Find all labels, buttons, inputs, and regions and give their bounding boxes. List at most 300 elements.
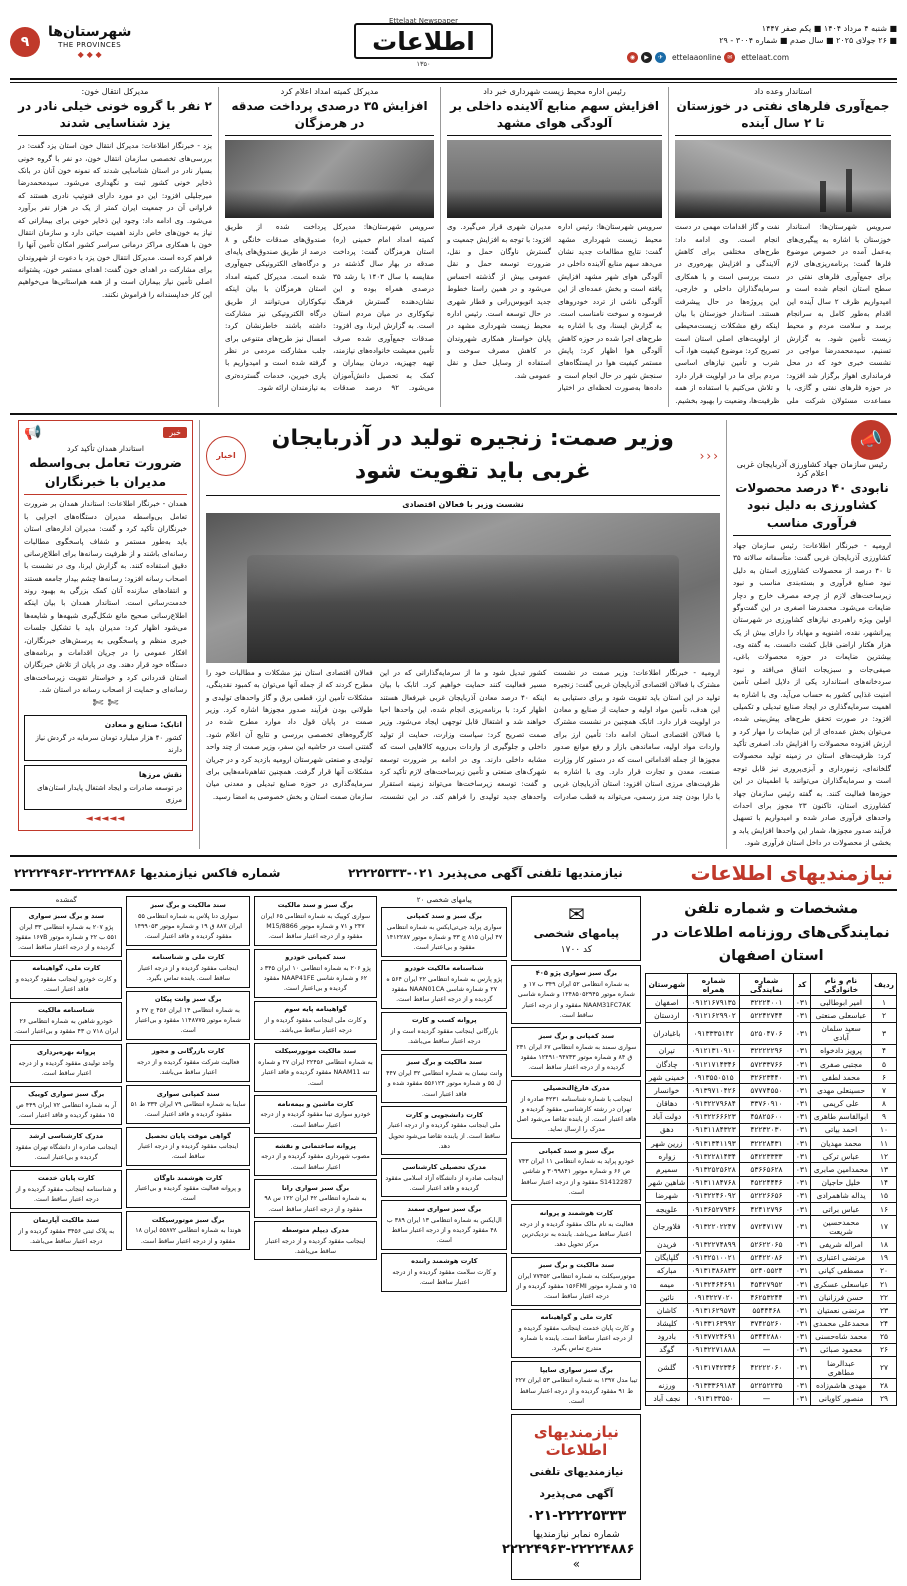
table-cell: ۰۹۱۳۲۲۴۶۰۹۲ — [688, 1189, 740, 1202]
ad-title: برگ سبز سواری کوییک — [28, 1090, 105, 1099]
feature-badge-group — [733, 420, 891, 460]
table-cell: عباسعلی عسکری — [811, 1277, 872, 1290]
table-cell: ۶ — [872, 1071, 897, 1084]
ad-body: سواری دنا پلاس به شماره انتظامی ۵۵ ایران ۸۸۷ ق ۱۹ و شماره موتور ۱۴۹۹۰۵۳ مفقود گردیده و فاقد اعتبار است. — [134, 912, 243, 940]
ad-title: پروانه کسب و کارت — [411, 1016, 477, 1025]
article-headline: افزایش سهم منابع آلاینده داخلی بر آلودگی هوای مشهد — [450, 98, 659, 130]
ad-body: خودرو سواری تیبا مفقود گردیده و از درجه اعتبار ساقط است. — [260, 1111, 371, 1129]
table-cell: ۰۳۱ — [793, 1084, 810, 1097]
table-cell: محمد شاه‌حسنی — [811, 1330, 872, 1343]
promo-brand: نیازمندیهای اطلاعات — [533, 1423, 619, 1460]
feature-headline: وزیر صمت: زنجیره تولید در آذربایجان غربی باید تقویت شود — [271, 425, 674, 484]
sidebar-note-2 — [24, 765, 187, 811]
table-row — [646, 1264, 897, 1277]
table-header-row — [646, 974, 897, 996]
table-cell: ۰۳۱ — [793, 1264, 810, 1277]
table-cell: ۰۳۱ — [793, 1009, 810, 1022]
promo-line-2: آگهی می‌پذیرد — [539, 1488, 614, 1501]
col-header-agency-phone: شماره نمایندگی — [739, 974, 793, 996]
article-body: سرویس شهرستان‌ها: استاندار خوزستان با اشاره به پیگیری‌های به‌عمل آمده در خصوص موضوع فلرها گفت: برنامه‌ریزی‌های لازم برای جمع‌آوری فلرهای نفتی در سطح استان انجام شده است و امیدواریم ظرف ۲ سال آینده این اقدام به‌طور کامل به سرانجام برسد و سلامت مردم و محیط زیست تأمین شود. به گزارش تسنیم، سیدمحمدرضا مواجی در نشست خبری خود که در محل فرمانداری اهواز برگزار شد افزود: در حوزه فلرهای نفتی و گازی، با مساعدت مسئولان شرکت ملی نفت و گاز اقدامات مهمی در دست انجام است. وی ادامه داد: طرح‌های مختلفی برای کاهش آلایندگی و افزایش بهره‌وری در دست بررسی است و با همکاری سرمایه‌گذاران داخلی و خارجی، این پروژه‌ها در حال پیشرفت هستند. استاندار خوزستان با بیان اینکه رفع مشکلات زیست‌محیطی از اولویت‌های اصلی استان است تصریح کرد: موضوع کیفیت هوا، آب شرب و تأمین نیازهای اساسی مردم برای ما در اولویت قرار دارد و تلاش می‌کنیم با استفاده از همه ظرفیت‌ها، وضعیت را بهبود بخشیم. — [675, 222, 892, 405]
classified-ads-column-4 — [126, 896, 249, 1580]
table-cell: سعید سلمان آبادی — [811, 1022, 872, 1044]
table-cell: ۰۳۱ — [793, 1291, 810, 1304]
table-cell: ۰۹۱۳۳۳۵۱۴۲ — [688, 1022, 740, 1044]
table-cell: ۰۹۱۳۲۲۷۱۸۸۸ — [688, 1343, 740, 1356]
promo-phone: ۰۲۱-۲۲۲۲۵۳۳۳ — [526, 1507, 627, 1524]
promo-line-1: نیازمندیهای تلفنی — [529, 1466, 624, 1479]
ad-title: مدرک تحصیلی کارشناسی — [402, 1162, 487, 1171]
table-cell: دولت آباد — [646, 1110, 688, 1123]
news-badge: خبر — [163, 427, 187, 438]
table-cell: کلیشاد — [646, 1317, 688, 1330]
table-cell: ۵۲۴۲۲۰۸۶ — [739, 1251, 793, 1264]
article-headline: ضرورت تعامل بی‌واسطه مدیران با خبرنگاران — [29, 454, 182, 489]
classified-ad — [126, 991, 249, 1040]
ad-body: اینجانب با شماره شناسنامه ۴۲۳۱ صادره از تهران در رشته کارشناسی مفقود گردیده و فاقد اعتبار است. از یابنده تقاضا می‌شود اصل مدرک را ارسال نماید. — [516, 1095, 637, 1134]
column-subtitle: گمشده — [55, 896, 77, 905]
article-rule — [225, 135, 434, 136]
ad-title: برگ سبز سواری سایپا — [539, 1365, 613, 1374]
table-cell: ۰۹۱۳۷۷۲۴۶۹۱ — [688, 1330, 740, 1343]
table-row — [646, 1343, 897, 1356]
masthead-rule-thin — [10, 82, 897, 83]
table-cell: ۱۸ — [872, 1238, 897, 1251]
table-cell: چادگان — [646, 1057, 688, 1070]
table-cell: ۵۵۴۴۴۶۸ — [739, 1304, 793, 1317]
table-cell: ۰۳۱ — [793, 1379, 810, 1392]
table-cell: ۱۴ — [872, 1176, 897, 1189]
ad-body: به پلاک ثبتی ۳۴۵۶ مفقود گردیده و از درجه اعتبار ساقط می‌باشد. — [18, 1228, 115, 1246]
classified-ad — [511, 1257, 641, 1306]
logo-crown-text: Ettelaat Newspaper — [389, 16, 458, 25]
table-cell: ۰۳۱ — [793, 1057, 810, 1070]
table-row — [646, 1317, 897, 1330]
classified-ad — [254, 1179, 377, 1218]
promo-fax-label: شماره نمابر نیازمندیها — [533, 1528, 620, 1540]
ad-body: خودرو شاهین به شماره انتظامی ۲۶ ایران ۷۱۸ ن ۴۳ مفقود و بی‌اعتبار است. — [14, 1017, 119, 1036]
table-cell: محمدعلی محمدی — [811, 1317, 872, 1330]
masthead-logo — [220, 17, 627, 68]
table-cell: ۰۹۱۳۱۱۸۴۷۶۸ — [688, 1176, 740, 1189]
ad-title: کارت پایان خدمت — [37, 1174, 95, 1183]
ad-title: گواهی موقت پایان تحصیل — [145, 1131, 231, 1140]
table-cell: ابوالقاسم طاهری — [811, 1110, 872, 1123]
table-cell: مصطفی کیانی — [811, 1264, 872, 1277]
table-cell: فلاورجان — [646, 1216, 688, 1238]
table-cell: ۰۳۱ — [793, 1304, 810, 1317]
table-cell: ۰۹۱۲۱۳۱۰۹۱۰ — [688, 1044, 740, 1057]
article-rule — [733, 535, 891, 536]
news-article-4 — [12, 87, 219, 407]
telegram-icon[interactable]: ✈ — [655, 52, 666, 63]
table-cell: ۴۲۴۱۲۷۹۶ — [739, 1203, 793, 1216]
table-cell: ۰۹۱۳۳۱۶۳۹۹۲ — [688, 1317, 740, 1330]
table-cell: مجتبی صفری — [811, 1057, 872, 1070]
article-rule — [447, 135, 662, 136]
classified-ad — [511, 1204, 641, 1253]
ad-title: شناسنامه مالکیت خودرو — [404, 964, 484, 973]
table-cell: ۰۳۱ — [793, 1392, 810, 1405]
table-cell: ۱۵ — [872, 1189, 897, 1202]
article-kicker: مدیرکل کمیته امداد اعلام کرد — [280, 86, 379, 96]
ad-body: پژو ۲۰۷ به شماره انتظامی ۳۳ ایران ۵۵۱ ب ۲۲ و شماره موتور ۱۶۷B مفقود گردیده و از درجه اعتبار ساقط است. — [15, 923, 118, 951]
table-cell: ۰۹۱۳۲۴۶۴۶۹۱ — [688, 1277, 740, 1290]
table-cell: میمه — [646, 1277, 688, 1290]
promo-fax: ۲۲۲۲۴۹۶۳-۲۲۲۲۴۸۸۶ — [502, 1541, 635, 1557]
table-cell: باغبادران — [646, 1022, 688, 1044]
classified-ad — [254, 1137, 377, 1176]
article-body: همدان - خبرنگار اطلاعات: استاندار همدان بر ضرورت تعامل بی‌واسطه مدیران دستگاه‌های اجرایی با خبرنگاران تأکید کرد و گفت: مدیران اداره‌های استان باید به‌طور مستمر و شفاف پاسخگوی مطالبات رسانه‌ای باشند و از ظرفیت رسانه‌ها برای اطلاع‌رسانی دقیق استفاده کنند. به گزارش ایرنا، وی در نشست با اصحاب رسانه افزود: رسانه‌ها چشم بیدار جامعه هستند و انتقادهای سازنده آنان کمک بزرگی به بهبود روند خدمت‌رسانی است. استاندار همدان با بیان اینکه اطلاع‌رسانی صحیح مانع شکل‌گیری شبهه‌ها و شایعه‌ها می‌شود اظهار کرد: مدیران باید با تشکیل جلسات خبری منظم و پاسخگویی به پرسش‌های خبرنگاران، افکار عمومی را در جریان اقدامات و برنامه‌های دستگاه خود قرار دهند. وی در پایان از تلاش خبرنگاران استان قدردانی کرد و خواستار تقویت زیرساخت‌های رسانه‌ای و حمایت از اصحاب رسانه در استان شد. — [24, 499, 187, 695]
ad-title: کارت دانشجویی و کارت — [405, 1110, 483, 1119]
article-photo — [675, 140, 891, 218]
table-cell: نائین — [646, 1291, 688, 1304]
table-cell: ۰۳۱ — [793, 1357, 810, 1379]
table-cell: محمدحسین شریعت — [811, 1216, 872, 1238]
ad-body: وانت نیسان به شماره انتظامی ۳۲ ایران ۴۴۷ ل ۵۵ و شماره موتور ۵۵۶۱۲۴ مفقود شده و فاقد اعتبار است. — [386, 1070, 503, 1098]
table-cell: ۲۴ — [872, 1317, 897, 1330]
ad-title: برگ سبز وانت پیکان — [154, 995, 222, 1004]
social-links[interactable] — [627, 52, 897, 64]
classified-ad — [511, 1142, 641, 1201]
logo-subtitle: ۱۳۵۰ — [416, 59, 431, 68]
table-cell: ۰۹۱۳۲۲۷۹۶۸۴ — [688, 1097, 740, 1110]
classified-ad — [126, 949, 249, 988]
table-cell: ۳۲۲۲۸۴۳۱ — [739, 1137, 793, 1150]
table-cell: حسن فرزانیان — [811, 1291, 872, 1304]
table-cell: ۰۳۱ — [793, 1277, 810, 1290]
table-cell: کاشان — [646, 1304, 688, 1317]
table-row — [646, 1163, 897, 1176]
ad-body: ملی اینجانب مفقود گردیده و از درجه اعتبار ساقط است. از یابنده تقاضا می‌شود تحویل دهد. — [387, 1122, 501, 1150]
ad-title: برگ سبز سواری سمند — [407, 1204, 482, 1213]
table-cell: ۴ — [872, 1044, 897, 1057]
article-rule — [18, 135, 212, 136]
col-header-name: نام و نام خانوادگی — [811, 974, 872, 996]
ad-body: سواری سمند به شماره انتظامی ۶۷ ایران ۲۳۱ ق ۸۴ و شماره موتور ۱۲۴۹۱۰۹۴۷۳۳ مفقود گردیده و از درجه اعتبار ساقط است. — [516, 1043, 637, 1071]
ad-body: اینجانب مفقود گردیده و از درجه اعتبار ساقط است. — [138, 1143, 239, 1161]
table-row — [646, 1071, 897, 1084]
table-cell: ۳۲۲۲۲۲۹۶ — [739, 1044, 793, 1057]
table-cell: خوانسار — [646, 1084, 688, 1097]
note-text: در توسعه صادرات و ایجاد اشتغال پایدار استان‌های مرزی — [37, 783, 182, 804]
table-cell: ۰۹۱۳۲۲۰۲۲۴۷ — [688, 1216, 740, 1238]
news-article-2 — [441, 87, 669, 407]
table-cell: ۰۹۱۳۲۲۷۴۸۹۹ — [688, 1238, 740, 1251]
youtube-icon[interactable]: ▶ — [641, 52, 652, 63]
table-cell: ۰۹۱۳۳۳۶۹۱۸۴ — [688, 1379, 740, 1392]
table-row — [646, 1009, 897, 1022]
classified-ad — [126, 1085, 249, 1124]
ad-body: ال‌ایکس به شماره انتظامی ۱۳ ایران ۳۸۹ ب ۴۸ مفقود گردیده و از درجه اعتبار ساقط است. — [386, 1216, 502, 1245]
table-cell: ۳ — [872, 1022, 897, 1044]
ad-body: به شماره انتظامی ۲۲۴۵۶ ایران ۲۷ و شماره تنه NAAM11 مفقود گردیده و فاقد اعتبار است. — [258, 1059, 373, 1087]
ad-title: برگ سبز و سند کمپانی — [406, 911, 482, 920]
agents-panel — [645, 896, 897, 1580]
col-header-row-number: ردیف — [872, 974, 897, 996]
news-badge: اخبار — [206, 436, 246, 476]
ad-title: کارت ملی، گواهینامه — [32, 964, 101, 973]
feature-left-article — [727, 420, 897, 850]
personal-messages-code: کد ۱۷۰۰ — [560, 944, 593, 955]
table-cell: خلیل حاجیان — [811, 1176, 872, 1189]
table-cell: ۵۲۶۲۲۰۶۵ — [739, 1238, 793, 1251]
classifieds-promo — [502, 1414, 641, 1580]
ad-title: مدرک کارشناسی ارشد — [29, 1132, 104, 1141]
table-cell: ۳۲۲۲۴۰۰۱ — [739, 996, 793, 1009]
table-cell: امراله شریفی — [811, 1238, 872, 1251]
ad-title: مدرک فارغ‌التحصیلی — [543, 1084, 610, 1093]
note-title: نقش مرزها — [138, 769, 182, 779]
table-cell: — — [739, 1343, 793, 1356]
table-cell: گلشن — [646, 1357, 688, 1379]
ad-title: شناسنامه مالکیت — [38, 1006, 95, 1015]
table-row — [646, 1123, 897, 1136]
table-cell: محمدامین صابری — [811, 1163, 872, 1176]
table-cell: مرتضی نعمتیان — [811, 1304, 872, 1317]
ad-title: کارت هوشمند و پروانه — [539, 1208, 614, 1217]
table-cell: گوگد — [646, 1343, 688, 1356]
page-number: ۹ — [10, 27, 40, 57]
section-rule — [10, 413, 897, 415]
table-cell: ۱۲ — [872, 1150, 897, 1163]
ad-title: کارت ماشین و بیمه‌نامه — [277, 1099, 354, 1108]
table-cell: امیر ابوطالبی — [811, 996, 872, 1009]
table-cell: ۰۳۱ — [793, 1123, 810, 1136]
ad-title: کارت ملی و شناسنامه — [151, 953, 225, 962]
table-cell: ۵۲۴۰۵۵۲۴ — [739, 1264, 793, 1277]
table-cell: احمد بیاتی — [811, 1123, 872, 1136]
table-cell: ۰۹۱۳۱۶۲۹۵۷۴ — [688, 1304, 740, 1317]
table-cell: ۵۳۴۴۲۸۸۰ — [739, 1330, 793, 1343]
table-cell: اردستان — [646, 1009, 688, 1022]
table-cell: ۵۳۶۶۵۶۲۸ — [739, 1163, 793, 1176]
table-cell: مهدی هاشم‌زاده — [811, 1379, 872, 1392]
table-cell: ۰۳۱ — [793, 1189, 810, 1202]
ad-body: اینجانب صادره از دانشگاه آزاد اسلامی مفقود گردیده و فاقد اعتبار است. — [385, 1174, 504, 1192]
table-cell: ۴۶۲۵۳۲۴۴ — [739, 1291, 793, 1304]
table-cell: ۲۳ — [872, 1304, 897, 1317]
ad-body: پژو ۲۰۶ به شماره انتظامی ۱۰ ایران ۳۴۵ د ۶۲ و شماره شاسی NAAP41FE مفقود گردیده و بی‌اعتبار است. — [259, 964, 371, 993]
table-row — [646, 1392, 897, 1405]
classified-ad — [10, 960, 122, 999]
instagram-icon[interactable]: ◉ — [627, 52, 638, 63]
social-handle-2[interactable]: ettelaat.com — [741, 52, 789, 62]
table-cell: ۰۳۱ — [793, 1203, 810, 1216]
masthead — [10, 8, 897, 76]
table-cell: ۵۴۲۲۳۳۳۳ — [739, 1150, 793, 1163]
table-cell: — — [739, 1392, 793, 1405]
table-cell: ۴۲۲۲۲۰۶۰ — [739, 1357, 793, 1379]
table-row — [646, 1022, 897, 1044]
table-cell: ۱۱ — [872, 1137, 897, 1150]
social-handle-1[interactable]: ettelaaonline — [672, 52, 722, 62]
classified-ad — [381, 1106, 507, 1155]
col-header-city: شهرستان — [646, 974, 688, 996]
section-divider-icon: ◆ ◆ ◆ — [77, 50, 102, 60]
table-cell: ۰۳۱ — [793, 1176, 810, 1189]
ad-body: اینجانب مفقود گردیده و از درجه اعتبار ساقط می‌باشد. — [265, 1237, 366, 1255]
dateline-line-1: ■ شنبه ۴ مرداد ۱۴۰۴ ■ یکم صفر ۱۴۴۷ — [761, 23, 897, 33]
table-cell: ۰۳۱ — [793, 1163, 810, 1176]
classified-ad — [381, 1158, 507, 1197]
table-cell: مبارکه — [646, 1264, 688, 1277]
table-cell: خمینی شهر — [646, 1071, 688, 1084]
table-cell: یداله شاهمرادی — [811, 1189, 872, 1202]
table-cell: ۸ — [872, 1097, 897, 1110]
ad-title: برگ سبز سواری رانا — [281, 1183, 350, 1192]
table-cell: ۳۲۶۲۳۴۴۰ — [739, 1071, 793, 1084]
table-row — [646, 1097, 897, 1110]
table-cell: ۰۳۱ — [793, 1238, 810, 1251]
article-body: یزد - خبرنگار اطلاعات: مدیرکل انتقال خون استان یزد گفت: در بررسی‌های تخصصی سازمان انتقال خون، دو نفر با گروه خونی بسیار نادر در استان شناسایی شدند که نمونه خون آنان در بانک ذخایر خونی کشور ثبت و نگهداری می‌شود. سیدمحمدرضا میرجلیلی افزود: این دو مورد دارای فنوتیپ نادری هستند که فراوانی آن در جمعیت ایران کمتر از یک در هزار نفر برآورد می‌شود. وی ادامه داد: وجود این ذخایر خونی برای بیمارانی که نیاز به خون‌های خاص دارند اهمیت حیاتی دارد و سازمان انتقال خون با همکاری مراکز درمانی سراسر کشور امکان تأمین آنها را فراهم کرده است. مدیرکل انتقال خون یزد با دعوت از شهروندان برای مشارکت در اهدای خون گفت: اهدای مستمر خون، پشتوانه اصلی تأمین نیاز بیماران است و از همه هم‌استانی‌ها می‌خواهیم این کار خداپسندانه را فراموش نکنند. — [18, 141, 212, 299]
classified-ad — [10, 1086, 122, 1125]
table-cell: ۵۷۲۳۳۷۶۶ — [739, 1057, 793, 1070]
classified-ad — [254, 1001, 377, 1040]
feature-block — [10, 420, 897, 850]
classified-ads-column-5 — [10, 896, 122, 1580]
ad-body: و کارت سلامت مفقود گردیده و از درجه اعتبار ساقط است. — [392, 1268, 497, 1287]
table-cell: ۰۹۱۲۱۷۱۴۳۴۶ — [688, 1057, 740, 1070]
ad-title: برگ سبز و سند کمپانی — [538, 1146, 615, 1155]
ad-title: پروانه ساختمانی و نقشه — [275, 1141, 356, 1150]
megaphone-icon: 📣 — [851, 420, 891, 460]
classified-ad — [254, 949, 377, 998]
table-cell: سمیرم — [646, 1163, 688, 1176]
table-cell: ۰۹۱۳۲۲۶۶۶۲۳ — [688, 1110, 740, 1123]
table-cell: ۵۷۷۷۴۵۵۰ — [739, 1084, 793, 1097]
table-cell: گلپایگان — [646, 1251, 688, 1264]
table-cell: ۱۰ — [872, 1123, 897, 1136]
table-cell: ۵۷۲۴۷۱۷۷ — [739, 1216, 793, 1238]
ad-title: سند مالکیت موتورسیکلت — [274, 1047, 357, 1056]
ad-title: سند مالکیت آپارتمان — [33, 1216, 100, 1225]
classified-ad — [126, 896, 249, 945]
article-body: سرویس شهرستان‌ها: مدیرکل کمیته امداد امام خمینی (ره) استان هرمزگان گفت: پرداخت صدقه در بهار سال گذشته در مقایسه با سال ۱۴۰۳ با رشد ۳۵ درصدی همراه بوده و این نشان‌دهنده گسترش فرهنگ نیکوکاری در میان مردم استان است. به گزارش ایرنا، وی افزود: صدقات جمع‌آوری شده صرف تأمین معیشت خانواده‌های نیازمند، تهیه جهیزیه، درمان بیماران و کمک به تحصیل دانش‌آموزان می‌شود. ۹۲ درصد صدقات پرداخت شده از طریق صندوق‌های صدقات خانگی و ۸ درصد از طریق صندوق‌های پایه‌ای و درگاه‌های الکترونیکی جمع‌آوری شده است. مدیرکل کمیته امداد استان هرمزگان با بیان اینکه نیکوکاران می‌توانند از طریق درگاه الکترونیکی نیز مشارکت داشته باشند خاطرنشان کرد: امسال نیز طرح‌های متنوعی برای جلب مشارکت مردمی در نظر گرفته شده است و امیدواریم با یاری خیرین، خدمات گسترده‌تری به نیازمندان ارائه شود. — [225, 222, 435, 393]
logo-title: اطلاعات — [372, 26, 475, 56]
dateline-line-2: ■ ۲۶ جولای ۲۰۲۵ ■ سال صدم ■ شماره ۳۰۰۴ - ۲۹ — [719, 36, 897, 46]
globe-icon[interactable]: ✉ — [724, 52, 735, 63]
classified-ad — [381, 907, 507, 956]
chevron-left-icon: ‹‹‹ — [699, 448, 720, 463]
table-row — [646, 1277, 897, 1290]
table-cell: ۰۹۱۲۱۶۲۹۹۰۲ — [688, 1009, 740, 1022]
table-cell: ۴۲۲۳۲۰۳۰ — [739, 1123, 793, 1136]
article-body: ارومیه - خبرنگار اطلاعات: رئیس سازمان جهاد کشاورزی آذربایجان غربی گفت: متأسفانه سالانه ۳۵ تا ۴۰ درصد از محصولات کشاورزی استان به دلیل نبود صنایع فرآوری و بسته‌بندی مناسب و نبود زیرساخت‌های لازم از چرخه مصرف خارج و دچار ضایعات می‌شود. محمدرضا اصغری در این گفت‌وگو اولین ویژه راهبردی نیازهای کشاورزی در شهرستان پیرانشهر، نقده، اشنویه و مهاباد را دارای بیش از یک هزار هکتار اراضی قابل کشت دانست. به گفته وی، بیشترین ضایعات در حوزه محصولات باغی، صیفی‌جات و سبزیجات اتفاق می‌افتد و نبود سردخانه‌های استاندارد یکی از دلایل اصلی تأمین امنیت غذایی کشور به حساب می‌آید. وی با اشاره به اهمیت سرمایه‌گذاری در ایجاد صنایع تبدیلی و تکمیلی افزود: در صورت تحقق طرح‌های پیش‌بینی شده، می‌توان بخش عمده‌ای از این ضایعات را مهار کرد و ارزش افزوده محصولات را افزایش داد. اصغری تأکید کرد: ظرفیت‌های استان در زمینه تولید محصولات گلخانه‌ای، زنبورداری و آبزی‌پروری نیز قابل توجه است و سرمایه‌گذاران می‌توانند با اطمینان در این حوزه‌ها فعالیت کنند. به گفته رئیس سازمان جهاد کشاورزی استان، تاکنون ۲۳ مجوز برای احداث واحدهای فرآوری صادر شده و امیدواریم با تسهیل فرآیند صدور مجوزها، شمار این واحدها افزایش یابد و بخشی از محصولات در داخل استان فرآوری شود. — [733, 541, 891, 848]
table-cell: ۴۵۴۲۷۹۵۲ — [739, 1277, 793, 1290]
table-cell: ۰۹۱۳۱۳۳۵۵۰ — [688, 1392, 740, 1405]
table-cell: ۲۶ — [872, 1343, 897, 1356]
classified-ad — [254, 896, 377, 945]
ad-body: ساینا به شماره انتظامی ۷۹ ایران ۳۳۴ ط ۵۱ مفقود گردیده و فاقد اعتبار است. — [130, 1101, 246, 1119]
classified-ad — [10, 907, 122, 956]
feature-body: ارومیه - خبرنگار اطلاعات: وزیر صمت در نشست مشترک با فعالان اقتصادی آذربایجان غربی گفت: زنجیره تولید در این استان باید تقویت شود و برای دستیابی به این هدف، تأمین مواد اولیه و حمایت از صنایع و معادن در اولویت قرار دارد. اتابک همچنین در نشست مشترک با فعالان اقتصادی استان ادامه داد: تأمین ارز برای واردات مواد اولیه، ساماندهی بازار و رفع موانع صدور مجوزها از جمله اقداماتی است که در دستور کار وزارت صنعت، معدن و تجارت قرار دارد. وی با اشاره به ظرفیت‌های مرزی استان افزود: استان آذربایجان غربی با دارا بودن چند مرز رسمی، می‌تواند به قطب صادرات کشور تبدیل شود و ما از سرمایه‌گذارانی که در این مسیر فعالیت کنند حمایت خواهیم کرد. اتابک با بیان اینکه ۴۰ درصد معادن آذربایجان غربی غیرفعال هستند اظهار کرد: با برنامه‌ریزی انجام شده، این واحدها احیا خواهند شد و اشتغال قابل توجهی ایجاد می‌شود. وزیر صمت تصریح کرد: سیاست وزارت، حمایت از تولید داخلی و جلوگیری از واردات بی‌رویه کالاهایی است که مشابه داخلی دارند. وی در ادامه بر ضرورت توسعه شهرک‌های صنعتی و تأمین زیرساخت‌های لازم تأکید کرد و گفت: توسعه زیرساخت‌ها می‌تواند زمینه استقرار واحدهای جدید تولیدی را فراهم کند. در این نشست، فعالان اقتصادی استان نیز مشکلات و مطالبات خود را مطرح کردند که از جمله آنها می‌توان به کمبود نقدینگی، مشکلات تأمین ارز، قطعی برق و گاز واحدهای تولیدی و طولانی بودن فرآیند صدور مجوزها اشاره کرد. وزیر صمت در پایان قول داد موارد مطرح شده در کارگروه‌های تخصصی بررسی و نتایج آن اعلام شود. گفتنی است در حاشیه این سفر، وزیر صمت از چند واحد تولیدی و صنعتی شهرستان ارومیه بازدید کرد و در جریان مشکلات آنها قرار گرفت. همچنین تفاهم‌نامه‌هایی برای سرمایه‌گذاری در حوزه صنایع تبدیلی و معدنی میان سازمان صمت استان و بخش خصوصی به امضا رسید. — [206, 667, 720, 801]
table-cell: ۰۹۱۳۱۳۴۱۱۹۳ — [688, 1137, 740, 1150]
classified-ad — [511, 1309, 641, 1358]
table-row — [646, 1291, 897, 1304]
table-cell: ۲۹ — [872, 1392, 897, 1405]
table-cell: علی کریمی — [811, 1097, 872, 1110]
ad-body: هوندا به شماره انتظامی ۵۵۸۷۲ ایران ۱۸ مفقود و از درجه اعتبار ساقط است. — [135, 1227, 242, 1245]
masthead-dateline — [627, 21, 897, 63]
table-row — [646, 1176, 897, 1189]
table-row — [646, 1251, 897, 1264]
ad-title: سند کمپانی و برگ سبز — [538, 1031, 615, 1040]
table-cell: ۰۳۱ — [793, 1343, 810, 1356]
table-row — [646, 1357, 897, 1379]
table-cell: ۰۹۱۳۲۲۸۱۴۳۴ — [688, 1150, 740, 1163]
ad-title: سند کمپانی خودرو — [285, 953, 346, 962]
table-cell: عباس براتی — [811, 1203, 872, 1216]
col-header-mobile: شماره همراه — [688, 974, 740, 996]
table-cell: دهاقان — [646, 1097, 688, 1110]
news-article-1 — [669, 87, 897, 407]
table-cell: ۷ — [872, 1084, 897, 1097]
table-cell: ۰۳۱ — [793, 1330, 810, 1343]
table-cell: ۱۶ — [872, 1203, 897, 1216]
sidebar-note-1 — [24, 715, 187, 761]
classifieds-grid — [10, 896, 897, 1580]
feature-lead: نشست وزیر با فعالان اقتصادی — [402, 499, 524, 509]
ad-title: کارت هوشمند ناوگان — [153, 1173, 223, 1182]
article-headline: افزایش ۳۵ درصدی پرداخت صدقه در هرمزگان — [231, 98, 428, 130]
feature-rule — [206, 495, 720, 496]
article-kicker: استاندار وعده داد — [754, 86, 812, 96]
table-cell: ۴۵۲۲۴۴۴۶ — [739, 1176, 793, 1189]
ad-body: موتورسیکلت به شماره انتظامی ۷۷۴۵۲ ایران ۱۵ و شماره موتور ۱۵۶FMI مفقود گردیده و از درجه اعتبار ساقط است. — [516, 1272, 637, 1301]
table-row — [646, 1330, 897, 1343]
table-cell: ۱۹ — [872, 1251, 897, 1264]
table-cell: علویجه — [646, 1203, 688, 1216]
table-cell: فریدن — [646, 1238, 688, 1251]
article-kicker: مدیرکل انتقال خون: — [81, 86, 149, 96]
ad-title: گواهینامه پایه سوم — [284, 1005, 347, 1014]
table-cell: شهرضا — [646, 1189, 688, 1202]
classified-ad — [126, 1211, 249, 1250]
table-row — [646, 1216, 897, 1238]
classified-ad — [381, 1054, 507, 1103]
ad-title: برگ سبز و سند مالکیت — [277, 900, 354, 909]
ad-body: و شناسنامه اینجانب مفقود گردیده و از درجه اعتبار ساقط است. — [15, 1186, 117, 1204]
classified-ad — [511, 1080, 641, 1139]
table-cell: ۱ — [872, 996, 897, 1009]
ad-title: سند مالکیت و برگ سبز — [150, 900, 226, 909]
ad-body: و پروانه فعالیت مفقود گردیده و بی‌اعتبار است. — [135, 1185, 242, 1203]
note-text: کشور ۴۰ هزار میلیارد تومان سرمایه در گردش نیاز دارند — [35, 734, 182, 755]
table-cell: ۲۱ — [872, 1277, 897, 1290]
ad-body: به شماره انتظامی ۱۴ ایران ۴۵۶ ج ۲۷ و شماره موتور ۱۱۴۸۷۷۵ مفقود و بی‌اعتبار است. — [135, 1006, 241, 1035]
classified-ad — [126, 1043, 249, 1082]
table-cell: ۲۵ — [872, 1330, 897, 1343]
article-photo — [447, 140, 662, 218]
note-title: اتابک: صنایع و معادن — [104, 720, 182, 730]
feature-photo — [206, 513, 720, 663]
table-row — [646, 1379, 897, 1392]
ad-title: سند کمپانی سواری — [156, 1089, 220, 1098]
table-cell: ۵۲۲۲۶۶۵۶ — [739, 1189, 793, 1202]
classified-ad — [10, 1128, 122, 1167]
table-cell: پرویز دادخواه — [811, 1044, 872, 1057]
article-rule — [24, 494, 187, 495]
classified-ad — [10, 1212, 122, 1251]
top-news-grid — [10, 87, 897, 407]
ad-title: برگ سبز موتورسیکلت — [151, 1215, 225, 1224]
column-subtitle: پیامهای شخصی ۲۰ — [416, 896, 472, 905]
ad-body: واحد تولیدی مفقود گردیده و از درجه اعتبار ساقط است. — [18, 1059, 114, 1078]
masthead-section — [10, 24, 220, 60]
table-cell: ۱۳ — [872, 1163, 897, 1176]
ad-title: مدرک دیپلم متوسطه — [281, 1225, 350, 1234]
table-cell: مرتضی اعتباری — [811, 1251, 872, 1264]
